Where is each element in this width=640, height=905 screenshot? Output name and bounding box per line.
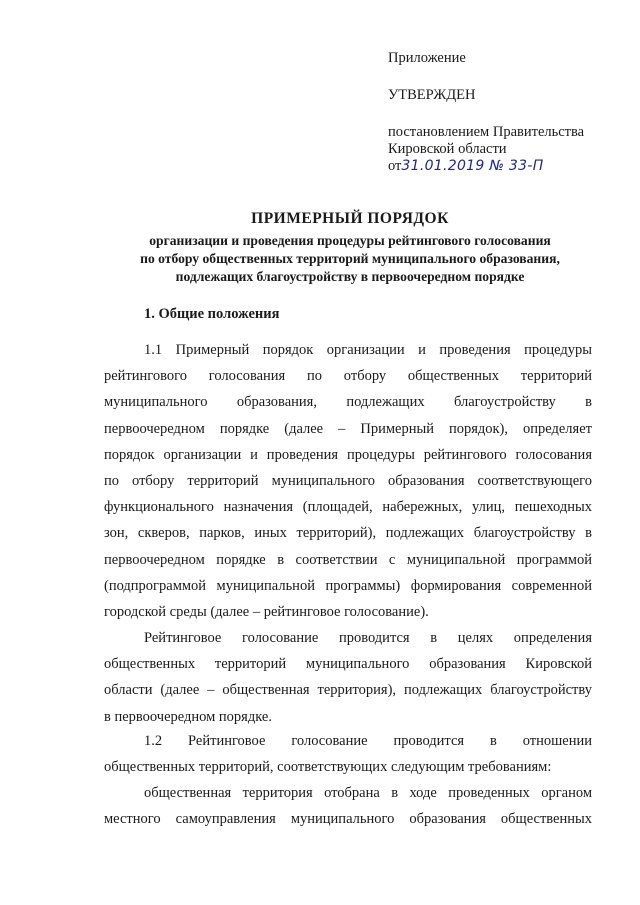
decree-line-2: Кировской области xyxy=(388,141,507,157)
text-line: области (далее – общественная территория), подлежащих благоустройству xyxy=(104,682,592,699)
document-subtitle xyxy=(100,232,600,286)
text-line: первоочередном порядке в соответствии с муниципальной программой xyxy=(104,551,592,568)
section-heading: 1. Общие положения xyxy=(144,306,280,322)
text-line: функционального назначения (площадей, набережных, улиц, пешеходных xyxy=(104,499,592,516)
text-line: общественных территорий, соответствующих следующим требованиям: xyxy=(104,759,552,776)
subtitle-line: организации и проведения процедуры рейтингового голосования xyxy=(149,233,551,248)
paragraph-requirement xyxy=(104,780,592,832)
document-title: ПРИМЕРНЫЙ ПОРЯДОК xyxy=(251,210,449,227)
text-line: по отбору территорий муниципального образования соответствующего xyxy=(104,472,592,489)
text-line: 1.2 Рейтинговое голосование проводится в отношении xyxy=(144,733,592,749)
text-line: в первоочередном порядке. xyxy=(104,708,272,725)
approval-block xyxy=(388,50,618,175)
text-line: (подпрограммой муниципальной программы) формирования современной xyxy=(104,577,592,594)
text-line: порядок организации и проведения процедуры рейтингового голосования xyxy=(104,446,592,463)
subtitle-line: по отбору общественных территорий муниципального образования, xyxy=(140,251,560,266)
text-line: рейтингового голосования по отбору общественных территорий xyxy=(104,368,592,385)
text-line: муниципального образования, подлежащих благоустройству в xyxy=(104,394,592,411)
text-line: Рейтинговое голосование проводится в целях определения xyxy=(144,630,592,646)
paragraph-1-2 xyxy=(104,728,592,780)
decree-line-1: постановлением Правительства xyxy=(388,124,585,140)
decree-date xyxy=(388,158,618,175)
text-line: местного самоуправления муниципального образования общественных xyxy=(104,811,592,828)
paragraph-voting-purpose xyxy=(104,625,592,730)
text-line: 1.1 Примерный порядок организации и проведения процедуры xyxy=(144,342,592,358)
text-line: общественная территория отобрана в ходе проведенных органом xyxy=(144,785,592,801)
handwritten-date: 31.01.2019 № 33-П xyxy=(401,158,544,174)
text-line: общественных территорий муниципального образования Кировской xyxy=(104,656,592,673)
date-prefix: от xyxy=(388,158,402,174)
text-line: зон, скверов, парков, иных территорий), подлежащих благоустройству в xyxy=(104,525,592,542)
text-line: городской среды (далее – рейтинговое голосование). xyxy=(104,603,429,620)
paragraph-1-1 xyxy=(104,337,592,625)
text-line: первоочередном порядке (далее – Примерный порядок), определяет xyxy=(104,420,592,437)
appendix-label: Приложение xyxy=(388,50,466,66)
approved-label: УТВЕРЖДЕН xyxy=(388,87,476,103)
subtitle-line: подлежащих благоустройству в первоочередном порядке xyxy=(175,269,525,284)
